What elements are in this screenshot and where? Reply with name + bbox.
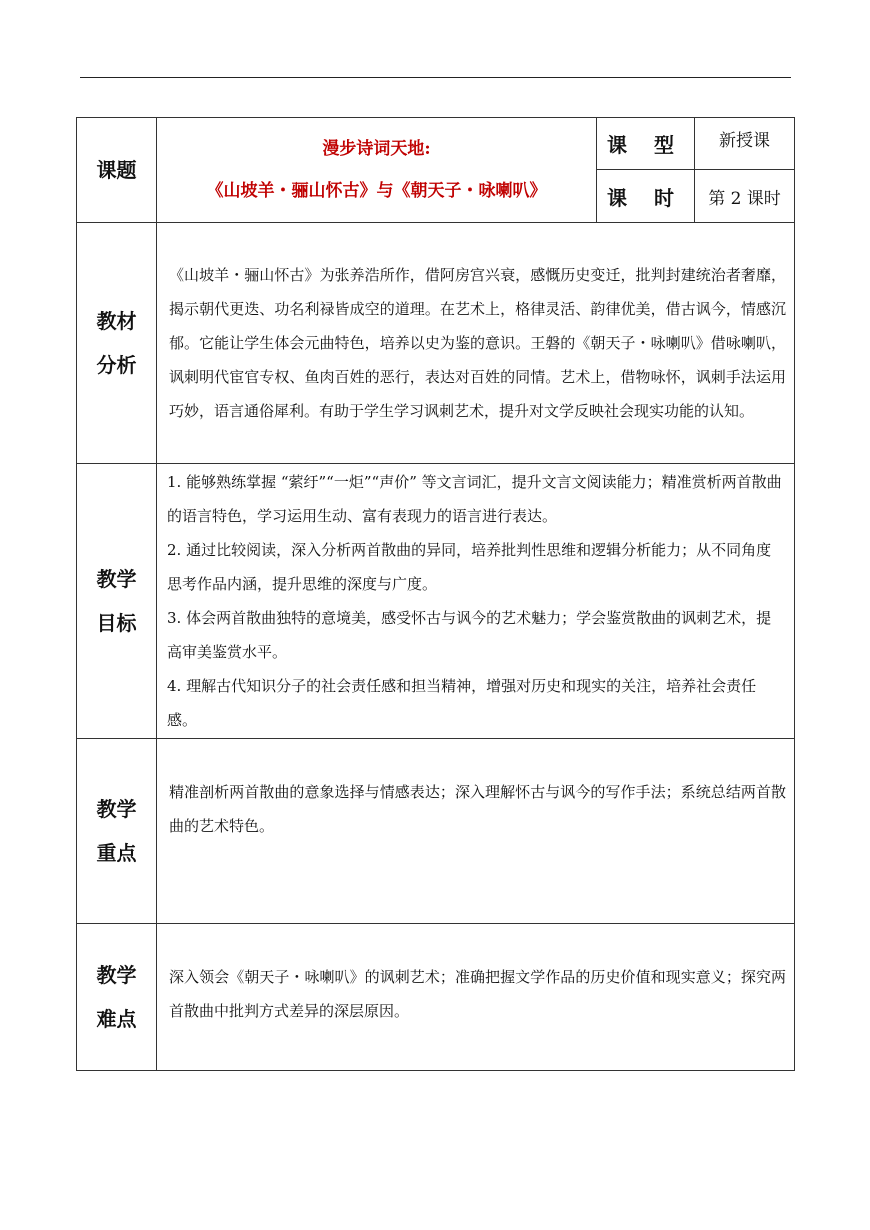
analysis-text: 《山坡羊・骊山怀古》为张养浩所作，借阿房宫兴衰，感慨历史变迁，批判封建统治者奢靡，揭示朝代更迭、功名利禄皆成空的道理。在艺术上，格律灵活、韵律优美，借古讽今，情感沉郁。它能让学生体会元曲特色，培养以史为鉴的意识。王磐的《朝天子・咏喇叭》借咏喇叭，讽刺明代宦官专权、鱼肉百姓的恶行，表达对百姓的同情。艺术上，借物咏怀，讽刺手法运用巧妙，语言通俗犀利。有助于学生学习讽刺艺术，提升对文学反映社会现实功能的认知。 xyxy=(169,266,786,420)
type-value-cell xyxy=(695,118,795,170)
difficulties-label-2: 难点 xyxy=(96,1007,137,1031)
key-points-text: 精准剖析两首散曲的意象选择与情感表达；深入理解怀古与讽今的写作手法；系统总结两首散曲的艺术特色。 xyxy=(169,783,786,835)
type-label-cell xyxy=(597,118,695,170)
difficulties-text-cell xyxy=(157,924,795,1071)
header-rule xyxy=(80,77,791,78)
goal-item: 2. 通过比较阅读，深入分析两首散曲的异同，培养批判性思维和逻辑分析能力；从不同角度思考作品内涵，提升思维的深度与广度。 xyxy=(167,541,772,593)
analysis-label-2: 分析 xyxy=(96,353,137,377)
analysis-text-cell xyxy=(157,223,795,464)
goals-label-1: 教学 xyxy=(96,567,137,591)
analysis-label-1: 教材 xyxy=(96,309,137,333)
key-points-label-2: 重点 xyxy=(96,841,137,865)
topic-label: 课题 xyxy=(96,158,137,182)
goals-label-cell xyxy=(77,464,157,739)
goals-text-cell xyxy=(157,464,795,739)
period-label-cell xyxy=(597,170,695,223)
topic-label-cell xyxy=(77,118,157,223)
lesson-title-line-1: 漫步诗词天地: xyxy=(322,139,431,159)
lesson-plan-table xyxy=(76,117,795,1071)
key-points-label-1: 教学 xyxy=(96,797,137,821)
difficulties-label-1: 教学 xyxy=(96,963,137,987)
difficulties-text: 深入领会《朝天子・咏喇叭》的讽刺艺术；准确把握文学作品的历史价值和现实意义；探究两首散曲中批判方式差异的深层原因。 xyxy=(169,968,786,1020)
goal-item: 4. 理解古代知识分子的社会责任感和担当精神，增强对历史和现实的关注，培养社会责任感。 xyxy=(167,677,757,729)
period-value: 第 2 课时 xyxy=(708,188,781,209)
key-points-text-cell xyxy=(157,739,795,924)
lesson-title-line-2: 《山坡羊・骊山怀古》与《朝天子・咏喇叭》 xyxy=(206,181,547,201)
type-label: 课 型 xyxy=(607,133,684,157)
analysis-label-cell xyxy=(77,223,157,464)
period-label: 课 时 xyxy=(607,185,684,210)
difficulties-label-cell xyxy=(77,924,157,1071)
goals-label-2: 目标 xyxy=(96,611,137,635)
title-cell xyxy=(157,118,597,223)
goal-item: 3. 体会两首散曲独特的意境美，感受怀古与讽今的艺术魅力；学会鉴赏散曲的讽刺艺术，提高审美鉴赏水平。 xyxy=(167,609,772,661)
type-value: 新授课 xyxy=(719,131,770,151)
goal-item: 1. 能够熟练掌握 “萦纡”“一炬”“声价” 等文言词汇，提升文言文阅读能力；精准赏析两首散曲的语言特色，学习运用生动、富有表现力的语言进行表达。 xyxy=(167,473,782,525)
key-points-label-cell xyxy=(77,739,157,924)
period-value-cell xyxy=(695,170,795,223)
